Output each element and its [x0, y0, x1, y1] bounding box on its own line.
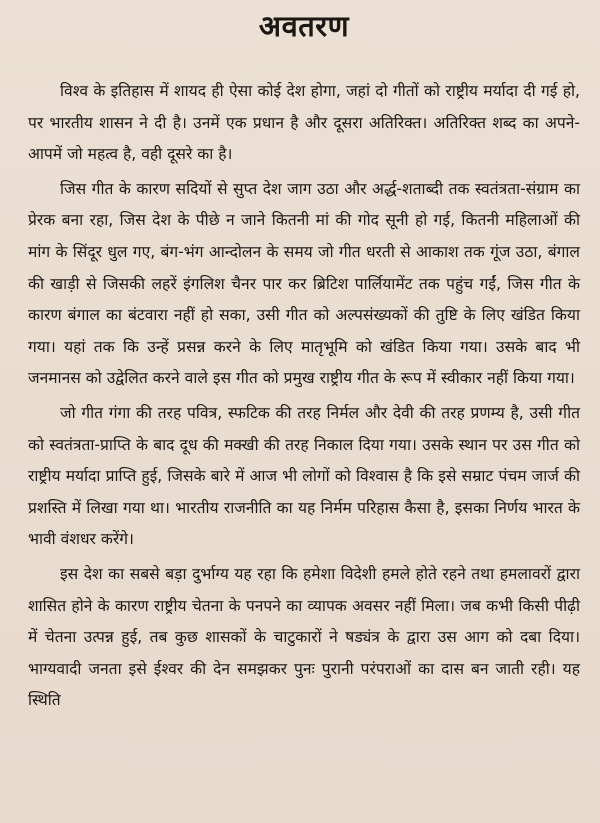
paragraph-1: विश्व के इतिहास में शायद ही ऐसा कोई देश होगा, जहां दो गीतों को राष्ट्रीय मर्यादा दी गई हो, पर भारतीय शासन ने दी है। उनमें एक प्रधान है और दूसरा अतिरिक्त। अतिरिक्त शब्द का अपने-आपमें जो महत्व है, वही दूसरे का है। — [28, 82, 580, 164]
paragraph-2: जिस गीत के कारण सदियों से सुप्त देश जाग उठा और अर्द्ध-शताब्दी तक स्वतंत्रता-संग्राम का प्रेरक बना रहा, जिस देश के पीछे न जाने कितनी मां की गोद सूनी हो गई, कितनी महिलाओं की मांग के सिंदूर धुल गए, बंग-भंग आन्दोलन के समय जो गीत धरती से आकाश तक गूंज उठा, बंगाल की खाड़ी से जिसकी लहरें इंगलिश चैनर पार कर ब्रिटिश पार्लियामेंट तक पहुंच गईं, जिस गीत के कारण बंगाल का बंटवारा नहीं हो सका, उसी गीत को अल्पसंख्यकों की तुष्टि के लिए खंडित किया गया। यहां तक कि उन्हें प्रसन्न करने के लिए मातृभूमि को खंडित किया गया। उसके बाद भी जनमानस को उद्वेलित करने वाले इस गीत को प्रमुख राष्ट्रीय गीत के रूप में स्वीकार नहीं किया गया। — [28, 179, 580, 388]
paragraph-3: जो गीत गंगा की तरह पवित्र, स्फटिक की तरह निर्मल और देवी की तरह प्रणम्य है, उसी गीत को स्वतंत्रता-प्राप्ति के बाद दूध की मक्खी की तरह निकाल दिया गया। उसके स्थान पर उस गीत को राष्ट्रीय मर्यादा प्राप्ति हुई, जिसके बारे में आज भी लोगों को विश्वास है कि इसे सम्राट पंचम जार्ज की प्रशस्ति में लिखा गया था। भारतीय राजनीति का यह निर्मम परिहास कैसा है, इसका निर्णय भारत के भावी वंशधर करेंगे। — [28, 403, 580, 549]
page-title: अवतरण — [258, 9, 350, 43]
paragraph-4: इस देश का सबसे बड़ा दुर्भाग्य यह रहा कि हमेशा विदेशी हमले होते रहने तथा हमलावरों द्वारा शासित होने के कारण राष्ट्रीय चेतना के पनपने का व्यापक अवसर नहीं मिला। जब कभी किसी पीढ़ी में चेतना उत्पन्न हुई, तब कुछ शासकों के चाटुकारों ने षड्यंत्र के द्वारा उस आग को दबा दिया। भाग्यवादी जनता इसे ईश्वर की देन समझकर पुनः पुरानी परंपराओं का दास बन जाती रही। यह स्थिति — [28, 564, 580, 710]
